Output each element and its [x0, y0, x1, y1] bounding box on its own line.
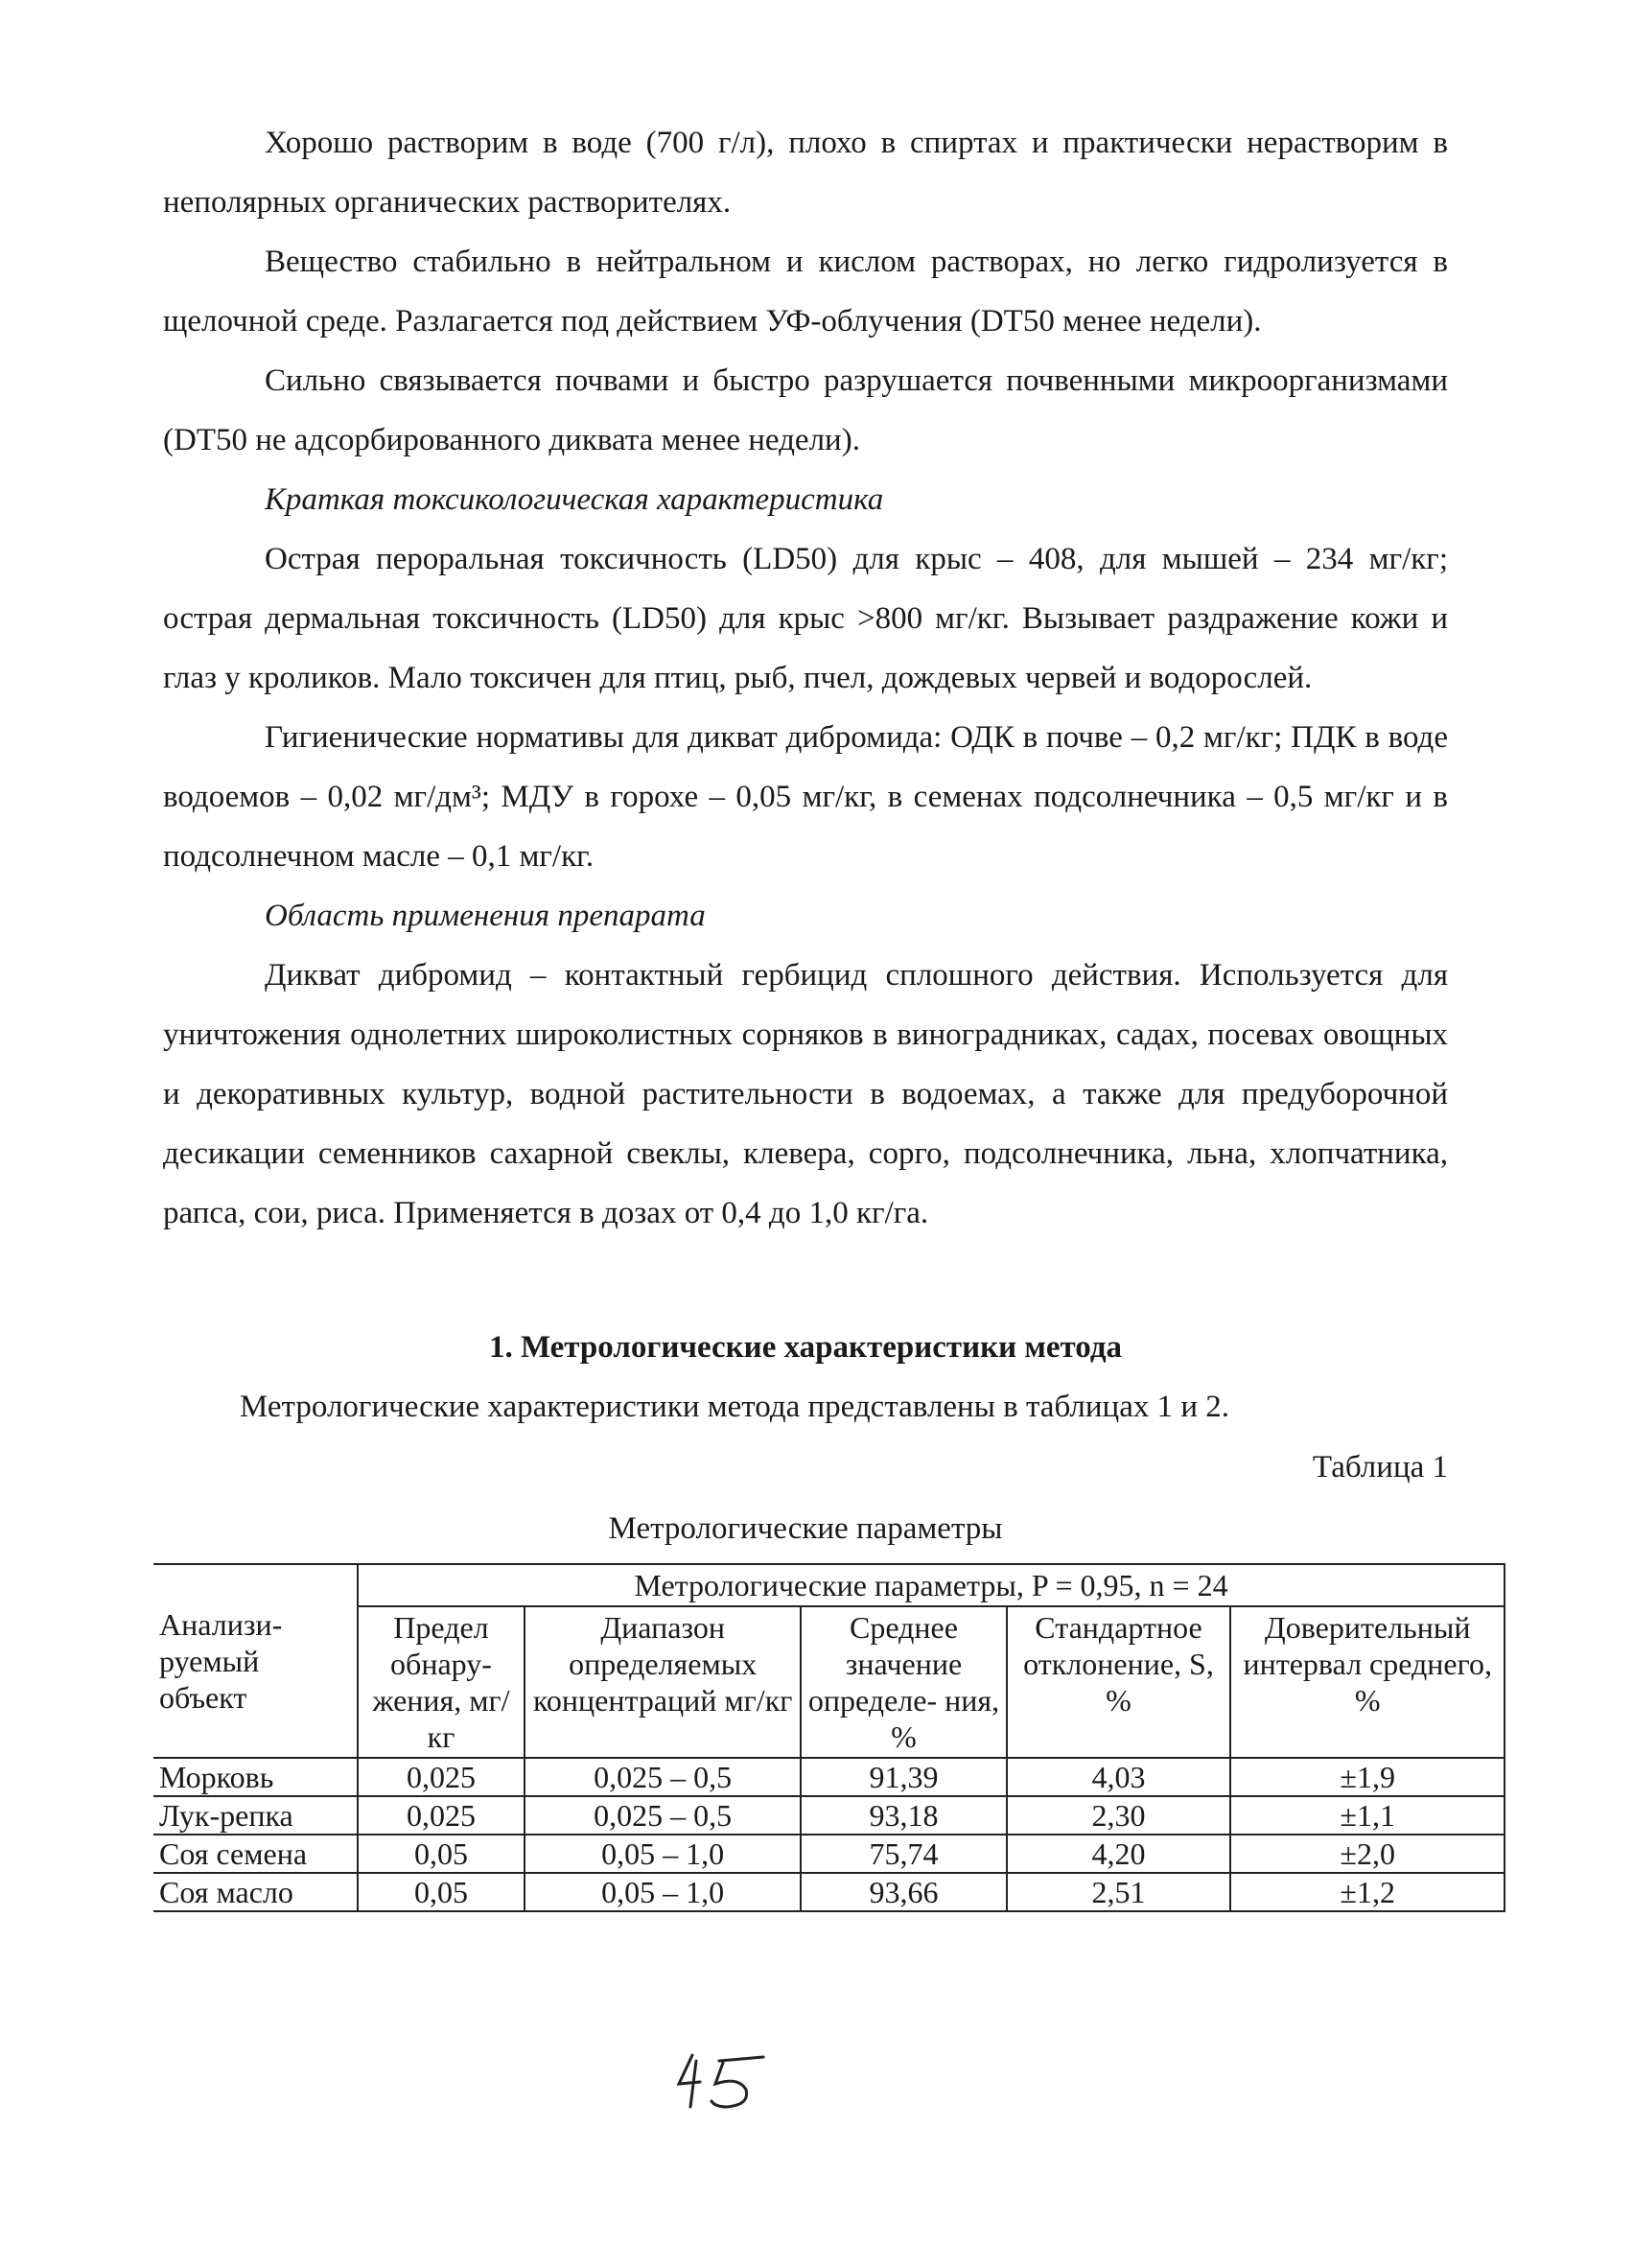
- handwritten-page-number: [671, 2047, 777, 2115]
- cell-limit: 0,05: [358, 1835, 525, 1873]
- cell-limit: 0,025: [358, 1758, 525, 1796]
- header-object: Анализи- руемый объект: [153, 1564, 358, 1758]
- cell-object: Соя масло: [153, 1873, 358, 1911]
- cell-mean: 93,18: [801, 1796, 1006, 1835]
- cell-range: 0,025 – 0,5: [525, 1758, 801, 1796]
- cell-range: 0,025 – 0,5: [525, 1796, 801, 1835]
- paragraph-application: Дикват дибромид – контактный гербицид сплошного действия. Используется для уничтожения однолетних широколистных сорняков в виноградниках, садах, посевах овощных и декоративных культур, водной растительности в водоемах, а также для предуборочной десикации семенников сахарной свеклы, клевера, сорго, подсолнечника, льна, хлопчатника, рапса, сои, риса. Применяется в дозах от 0,4 до 1,0 кг/га.: [163, 958, 1448, 1230]
- cell-std: 4,20: [1007, 1835, 1231, 1873]
- cell-std: 4,03: [1007, 1758, 1231, 1796]
- paragraph-hygiene: Гигиенические нормативы для дикват дибромида: ОДК в почве – 0,2 мг/кг; ПДК в воде водоемов – 0,02 мг/дм³; МДУ в горохе – 0,05 мг/кг, в семенах подсолнечника – 0,5 мг/кг и в подсолнечном масле – 0,1 мг/кг.: [163, 720, 1448, 874]
- cell-mean: 93,66: [801, 1873, 1006, 1911]
- cell-object: Соя семена: [153, 1835, 358, 1873]
- header-range: Диапазон определяемых концентраций мг/кг: [525, 1606, 801, 1758]
- paragraph-toxicity: Острая пероральная токсичность (LD50) для крыс – 408, для мышей – 234 мг/кг; острая дермальная токсичность (LD50) для крыс >800 мг/кг. Вызывает раздражение кожи и глаз у кроликов. Мало токсичен для птиц, рыб, пчел, дождевых червей и водорослей.: [163, 542, 1448, 695]
- cell-ci: ±2,0: [1230, 1835, 1505, 1873]
- table-number: Таблица 1: [1312, 1450, 1448, 1485]
- cell-object: Морковь: [153, 1758, 358, 1796]
- metrology-table: [153, 1563, 1505, 1912]
- section-title: 1. Метрологические характеристики метода: [488, 1330, 1123, 1365]
- table-row: [153, 1796, 1505, 1835]
- heading-toxicology: Краткая токсикологическая характеристика: [265, 482, 884, 517]
- header-std: Стандартное отклонение, S, %: [1007, 1606, 1231, 1758]
- cell-std: 2,51: [1007, 1873, 1231, 1911]
- header-ci: Доверительный интервал среднего, %: [1230, 1606, 1505, 1758]
- table-header-row-group: [153, 1564, 1505, 1606]
- cell-range: 0,05 – 1,0: [525, 1873, 801, 1911]
- table-row: [153, 1835, 1505, 1873]
- table-title: Метрологические параметры: [608, 1511, 1003, 1546]
- section-intro: Метрологические характеристики метода представлены в таблицах 1 и 2.: [240, 1390, 1230, 1424]
- cell-ci: ±1,2: [1230, 1873, 1505, 1911]
- header-mean: Среднее значение определе- ния, %: [801, 1606, 1006, 1758]
- table-row: [153, 1873, 1505, 1911]
- heading-application: Область применения препарата: [265, 899, 706, 933]
- header-limit: Предел обнару- жения, мг/кг: [358, 1606, 525, 1758]
- table-row: [153, 1758, 1505, 1796]
- paragraph-solubility: Хорошо растворим в воде (700 г/л), плохо в спиртах и практически нерастворим в неполярных органических растворителях.: [163, 126, 1448, 220]
- document-page: [159, 113, 1492, 1912]
- cell-ci: ±1,9: [1230, 1758, 1505, 1796]
- cell-limit: 0,025: [358, 1796, 525, 1835]
- cell-object: Лук-репка: [153, 1796, 358, 1835]
- header-group: Метрологические параметры, P = 0,95, n = 24: [358, 1564, 1505, 1606]
- cell-limit: 0,05: [358, 1873, 525, 1911]
- cell-mean: 75,74: [801, 1835, 1006, 1873]
- cell-ci: ±1,1: [1230, 1796, 1505, 1835]
- paragraph-soil: Сильно связывается почвами и быстро разрушается почвенными микроорганизмами (DT50 не адсорбированного диквата менее недели).: [163, 363, 1448, 457]
- paragraph-stability: Вещество стабильно в нейтральном и кислом растворах, но легко гидролизуется в щелочной среде. Разлагается под действием УФ-облучения (DT50 менее недели).: [163, 245, 1448, 339]
- cell-std: 2,30: [1007, 1796, 1231, 1835]
- cell-mean: 91,39: [801, 1758, 1006, 1796]
- cell-range: 0,05 – 1,0: [525, 1835, 801, 1873]
